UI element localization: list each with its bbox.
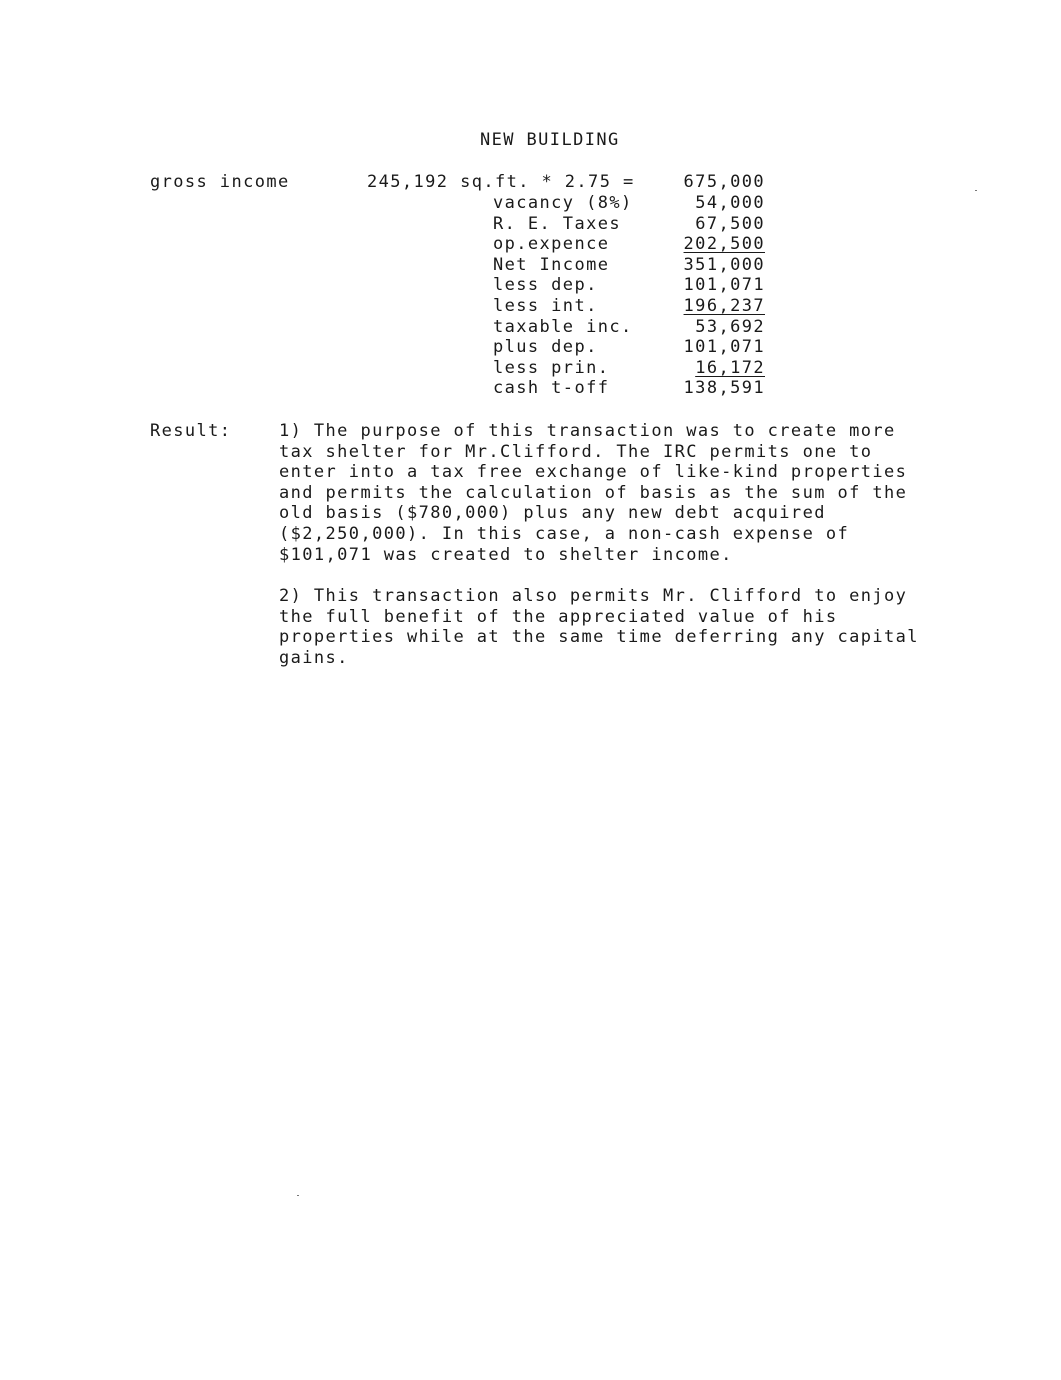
result-paragraph-2: [279, 586, 999, 668]
gross-income-amount: 675,000: [683, 172, 765, 192]
ledger-amount: 101,071: [683, 337, 765, 358]
document-title: NEW BUILDING: [480, 130, 620, 150]
ledger-label: taxable inc.: [493, 316, 633, 337]
ledger-amount: 138,591: [683, 378, 765, 399]
ledger-label: less int.: [493, 295, 598, 316]
income-ledger: [493, 193, 765, 399]
ledger-row: [493, 193, 765, 214]
scan-speck: [975, 190, 977, 191]
ledger-row: [493, 296, 765, 317]
paragraph-line: 2) This transaction also permits Mr. Clifford to enjoy: [279, 586, 908, 606]
ledger-label: less prin.: [493, 357, 610, 378]
ledger-amount: 53,692: [695, 316, 765, 337]
ledger-row: [493, 275, 765, 296]
ledger-amount: 67,500: [695, 213, 765, 234]
paragraph-line: old basis ($780,000) plus any new debt acquired: [279, 503, 826, 524]
paragraph-line: $101,071 was created to shelter income.: [279, 544, 733, 565]
gross-income-formula: 245,192 sq.ft. * 2.75 =: [367, 172, 635, 192]
paragraph-line: and permits the calculation of basis as the sum of the: [279, 482, 908, 503]
result-label: Result:: [150, 421, 232, 441]
ledger-row: [493, 358, 765, 379]
ledger-label: cash t-off: [493, 378, 610, 399]
ledger-amount: 202,500: [683, 234, 765, 255]
ledger-label: op.expence: [493, 234, 610, 255]
ledger-label: Net Income: [493, 254, 610, 275]
paragraph-line: 1) The purpose of this transaction was to create more: [279, 421, 896, 441]
ledger-amount: 196,237: [683, 295, 765, 316]
paragraph-line: tax shelter for Mr.Clifford. The IRC permits one to: [279, 441, 873, 462]
ledger-label: vacancy (8%): [493, 193, 633, 213]
ledger-label: less dep.: [493, 275, 598, 296]
ledger-amount: 351,000: [683, 254, 765, 275]
paragraph-line: enter into a tax free exchange of like-kind properties: [279, 462, 908, 483]
ledger-label: R. E. Taxes: [493, 213, 621, 234]
ledger-row: [493, 214, 765, 235]
paragraph-line: properties while at the same time deferring any capital: [279, 627, 919, 648]
ledger-row: [493, 317, 765, 338]
ledger-row: [493, 337, 765, 358]
ledger-amount: 101,071: [683, 275, 765, 296]
ledger-amount: 16,172: [695, 357, 765, 378]
paragraph-line: gains.: [279, 647, 349, 668]
result-paragraph-1: [279, 421, 999, 565]
gross-income-label: gross income: [150, 172, 290, 192]
ledger-row: [493, 255, 765, 276]
scan-speck: [297, 1195, 299, 1196]
ledger-amount: 54,000: [695, 193, 765, 213]
ledger-row: [493, 378, 765, 399]
paragraph-line: the full benefit of the appreciated value of his: [279, 606, 838, 627]
paragraph-line: ($2,250,000). In this case, a non-cash expense of: [279, 523, 850, 544]
ledger-label: plus dep.: [493, 337, 598, 358]
ledger-row: [493, 234, 765, 255]
